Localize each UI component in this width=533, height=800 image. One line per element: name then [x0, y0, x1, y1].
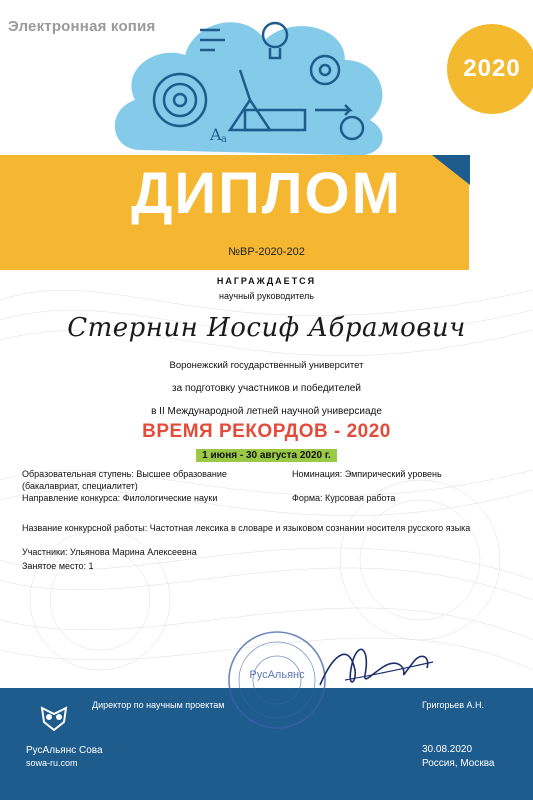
event-name: в II Международной летней научной универсиаде [151, 406, 382, 417]
contest-dates-row [0, 445, 533, 463]
director-label: Директор по научным проектам [92, 700, 225, 710]
diploma-title: ДИПЛОМ [131, 161, 402, 226]
nomination: Номинация: Эмпирический уровень [292, 469, 442, 479]
organization-website[interactable]: sowa-ru.com [26, 758, 78, 768]
contest-title: ВРЕМЯ РЕКОРДОВ - 2020 [142, 421, 391, 442]
svg-text:A: A [210, 125, 222, 144]
awarded-label: НАГРАЖДАЕТСЯ [216, 276, 317, 286]
organization-name: РусАльянс Сова [26, 745, 103, 756]
issue-date: 30.08.2020 [422, 744, 473, 755]
work-form: Форма: Курсовая работа [292, 493, 396, 503]
issue-location: Россия, Москва [422, 758, 495, 769]
year-badge: 2020 [447, 24, 533, 114]
electronic-copy-watermark: Электронная копия [8, 18, 156, 35]
award-reason: за подготовку участников и победителей [172, 383, 361, 394]
svg-text:a: a [221, 134, 227, 145]
place-taken: Занятое место: 1 [22, 561, 94, 571]
work-title: Название конкурсной работы: Частотная лексика в словаре и языковом сознании носителя русского языка [22, 523, 471, 533]
recipient-name: Стернин Иосиф Абрамович [67, 313, 466, 343]
education-level: Образовательная ступень: Высшее образование [22, 469, 227, 479]
science-cloud-illustration [100, 0, 400, 160]
diploma-number: №ВР-2020-202 [228, 246, 305, 258]
recipient-organization: Воронежский государственный университет [169, 360, 364, 371]
contest-direction: Направление конкурса: Филологические науки [22, 493, 218, 503]
stamp-text: РусАльянс [249, 669, 305, 681]
director-name: Григорьев А.Н. [422, 700, 484, 710]
director-signature [315, 640, 435, 700]
education-level-note: (бакалавриат, специалитет) [22, 481, 138, 491]
contest-dates: 1 июня - 30 августа 2020 г. [196, 449, 337, 462]
owl-logo-icon [38, 704, 70, 732]
participant: Участники: Ульянова Марина Алексеевна [22, 547, 197, 557]
recipient-role: научный руководитель [219, 291, 314, 301]
